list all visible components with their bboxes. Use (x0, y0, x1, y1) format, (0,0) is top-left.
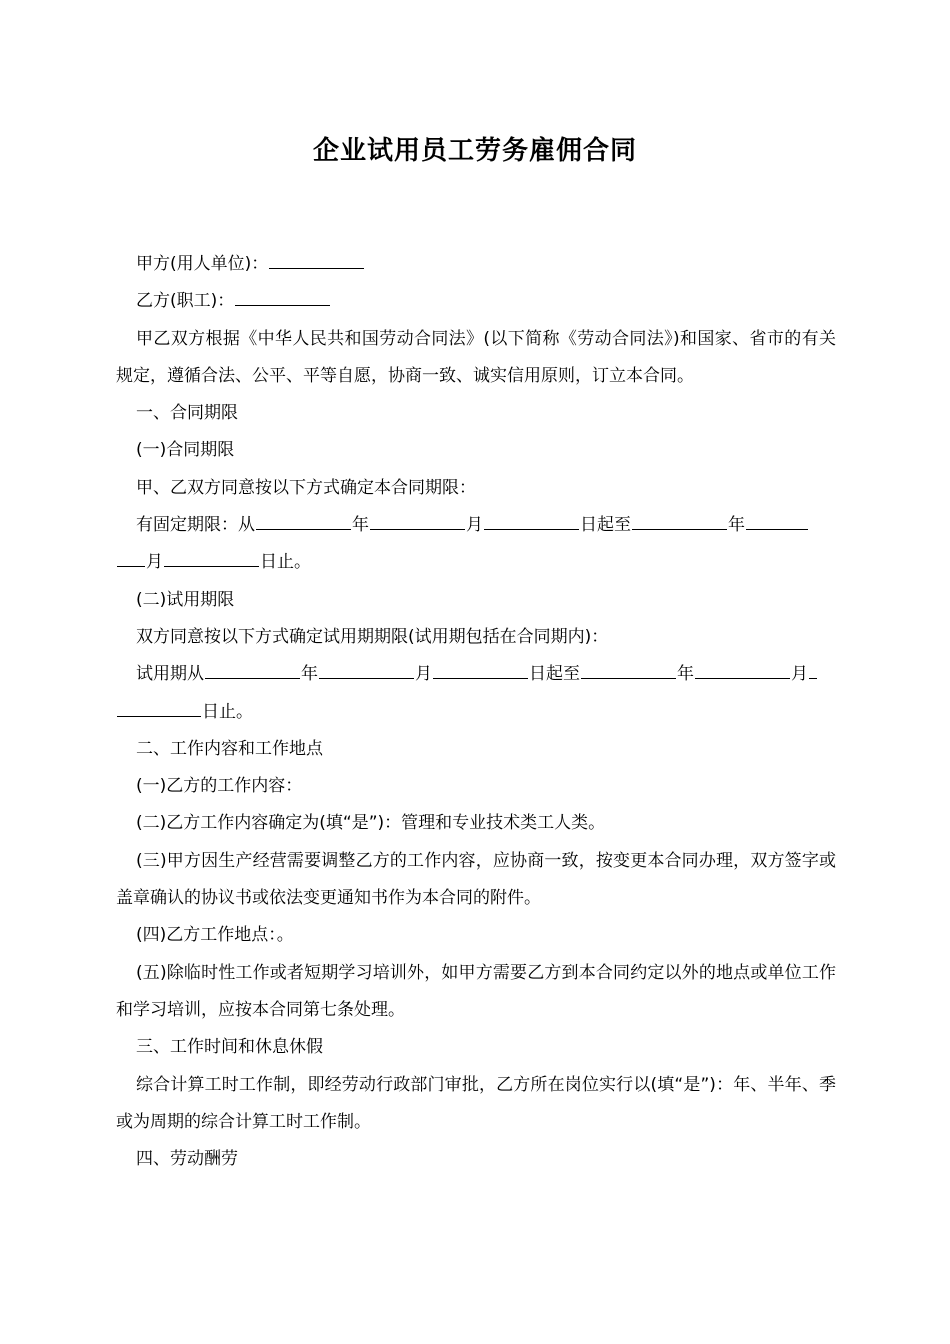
probation-end-year-blank (581, 661, 676, 679)
probation-start-year-blank (205, 661, 300, 679)
fixed-end-day-blank (164, 549, 259, 567)
fixed-day-end: 日止。 (260, 552, 311, 573)
section-2-1: (一)乙方的工作内容： (136, 776, 303, 797)
section-3-text: 综合计算工时工作制，即经劳动行政部门审批，乙方所在岗位实行以(填“是”)：年、半年、季或为周期的综合计算工时工作制。 (116, 1074, 836, 1132)
party-b-line (116, 283, 836, 320)
fixed-term-line-2 (116, 544, 836, 581)
section-4-heading: 四、劳动酬劳 (136, 1149, 238, 1170)
probation-prefix: 试用期从 (136, 664, 204, 685)
party-a-line (116, 246, 836, 283)
probation-line (116, 656, 836, 693)
document-body (116, 246, 836, 1178)
fixed-end-month-blank-a (746, 512, 808, 530)
section-3-heading: 三、工作时间和休息休假 (136, 1037, 323, 1058)
probation-end-day-blank-a (809, 661, 817, 679)
fixed-end-year-unit: 年 (728, 515, 745, 536)
fixed-start-month-blank (370, 512, 465, 530)
probation-start-month-blank (319, 661, 414, 679)
party-b-label: 乙方(职工)： (136, 291, 235, 312)
fixed-end-month-unit: 月 (146, 552, 163, 573)
fixed-term-prefix: 有固定期限：从 (136, 515, 255, 536)
probation-line-2 (116, 694, 836, 731)
probation-end-day-blank-b (117, 699, 201, 717)
section-2-4: (四)乙方工作地点：。 (136, 925, 294, 946)
section-1-1-heading: (一)合同期限 (136, 440, 235, 461)
probation-year-unit: 年 (301, 664, 318, 685)
probation-end-month-unit: 月 (791, 664, 808, 685)
section-2-2: (二)乙方工作内容确定为(填“是”)：管理和专业技术类工人类。 (136, 813, 606, 834)
fixed-day-from: 日起至 (580, 515, 631, 536)
section-2-heading: 二、工作内容和工作地点 (136, 738, 323, 759)
party-a-label: 甲方(用人单位)： (136, 254, 269, 274)
fixed-start-day-blank (484, 512, 579, 530)
fixed-start-year-blank (256, 512, 351, 530)
probation-start-day-blank (433, 661, 528, 679)
preamble-paragraph: 甲乙双方根据《中华人民共和国劳动合同法》(以下简称《劳动合同法》)和国家、省市的有关规定，遵循合法、公平、平等自愿，协商一致、诚实信用原则，订立本合同。 (116, 328, 836, 386)
section-1-2-heading: (二)试用期限 (136, 589, 235, 610)
section-2-5: (五)除临时性工作或者短期学习培训外，如甲方需要乙方到本合同约定以外的地点或单位工作和学习培训，应按本合同第七条处理。 (116, 962, 836, 1020)
fixed-end-month-blank-b (117, 549, 145, 567)
probation-end-month-blank (695, 661, 790, 679)
fixed-end-year-blank (632, 512, 727, 530)
document-title: 企业试用员工劳务雇佣合同 (312, 136, 637, 166)
probation-day-from: 日起至 (529, 664, 580, 685)
party-a-blank (269, 251, 364, 269)
probation-day-end: 日止。 (202, 701, 253, 722)
section-1-heading: 一、合同期限 (136, 403, 238, 424)
probation-month-unit: 月 (415, 664, 432, 685)
section-1-2-text: 双方同意按以下方式确定试用期期限(试用期包括在合同期内)： (136, 626, 609, 647)
fixed-year-unit: 年 (352, 515, 369, 536)
probation-end-year-unit: 年 (677, 664, 694, 685)
section-2-3: (三)甲方因生产经营需要调整乙方的工作内容，应协商一致，按变更本合同办理，双方签字或盖章确认的协议书或依法变更通知书作为本合同的附件。 (116, 850, 836, 909)
fixed-term-line (116, 507, 836, 544)
party-b-blank (235, 288, 330, 306)
fixed-month-unit: 月 (466, 515, 483, 536)
section-1-1-text: 甲、乙双方同意按以下方式确定本合同期限： (136, 477, 476, 498)
